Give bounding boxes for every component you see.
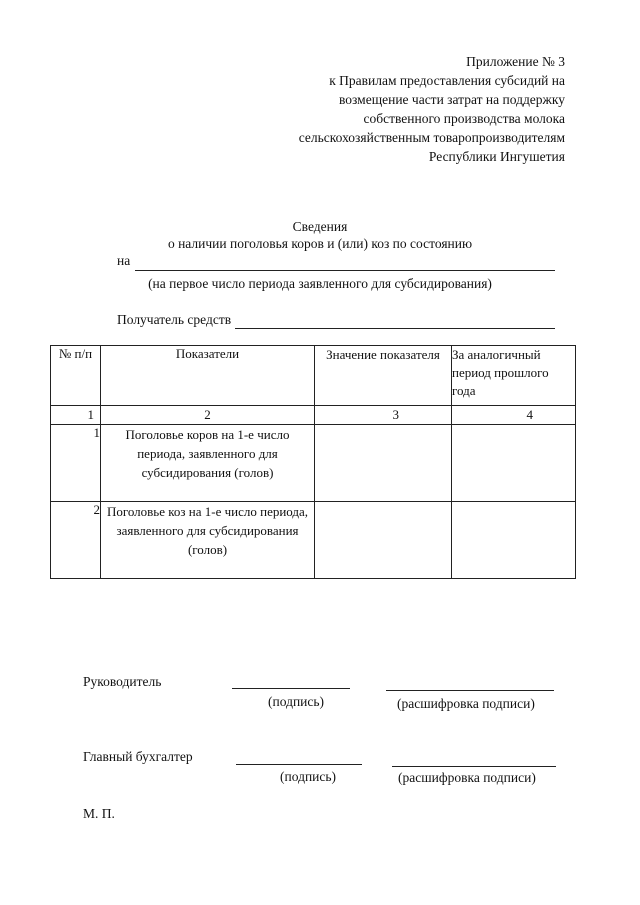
document-title: Сведения xyxy=(292,219,348,234)
row-label: Поголовье коров на 1-е число периода, заявленного для субсидирования (голов) xyxy=(101,425,315,502)
row-label: Поголовье коз на 1-е число периода, заявленного для субсидирования (голов) xyxy=(101,502,315,579)
previous-cell[interactable] xyxy=(452,425,576,502)
livestock-table xyxy=(50,345,576,579)
value-cell[interactable] xyxy=(315,425,452,502)
header-indicators: Показатели xyxy=(101,346,315,406)
accountant-signature-caption: (подпись) xyxy=(280,769,337,784)
table-header-row xyxy=(51,346,576,406)
table-row xyxy=(51,425,576,502)
recipient-label: Получатель средств xyxy=(117,312,232,327)
index-cell: 1 xyxy=(51,406,101,425)
previous-cell[interactable] xyxy=(452,502,576,579)
head-decode-caption: (расшифровка подписи) xyxy=(397,696,535,711)
value-cell[interactable] xyxy=(315,502,452,579)
document-subtitle: о наличии поголовья коров и (или) коз по состоянию xyxy=(167,236,473,251)
head-decode-line[interactable] xyxy=(386,690,554,691)
header-value: Значение показателя xyxy=(315,346,452,406)
row-number: 2 xyxy=(51,502,101,579)
table-index-row xyxy=(51,406,576,425)
row-number: 1 xyxy=(51,425,101,502)
appendix-line: собственного производства молока xyxy=(363,111,565,126)
date-field-line[interactable] xyxy=(135,270,555,271)
head-signature-line[interactable] xyxy=(232,688,350,689)
appendix-line: возмещение части затрат на поддержку xyxy=(339,92,565,107)
table-row xyxy=(51,502,576,579)
date-prefix: на xyxy=(117,253,131,268)
accountant-signature-line[interactable] xyxy=(236,764,362,765)
header-previous: За аналогичный период прошлого года xyxy=(452,346,576,406)
accountant-decode-line[interactable] xyxy=(392,766,556,767)
appendix-line: сельскохозяйственным товаропроизводителям xyxy=(298,130,565,145)
appendix-line: Приложение № 3 xyxy=(466,54,565,69)
index-cell: 2 xyxy=(101,406,315,425)
index-cell: 4 xyxy=(452,406,576,425)
accountant-decode-caption: (расшифровка подписи) xyxy=(398,770,536,785)
header-num: № п/п xyxy=(51,346,101,406)
index-cell: 3 xyxy=(315,406,452,425)
date-field-caption: (на первое число периода заявленного для субсидирования) xyxy=(148,276,492,291)
head-title: Руководитель xyxy=(83,674,162,689)
head-signature-caption: (подпись) xyxy=(268,694,325,709)
recipient-field-line[interactable] xyxy=(235,328,555,329)
appendix-line: Республики Ингушетия xyxy=(428,149,565,164)
appendix-line: к Правилам предоставления субсидий на xyxy=(329,73,565,88)
accountant-title: Главный бухгалтер xyxy=(83,749,193,764)
stamp-placeholder: М. П. xyxy=(83,806,115,821)
appendix-header xyxy=(245,52,565,166)
